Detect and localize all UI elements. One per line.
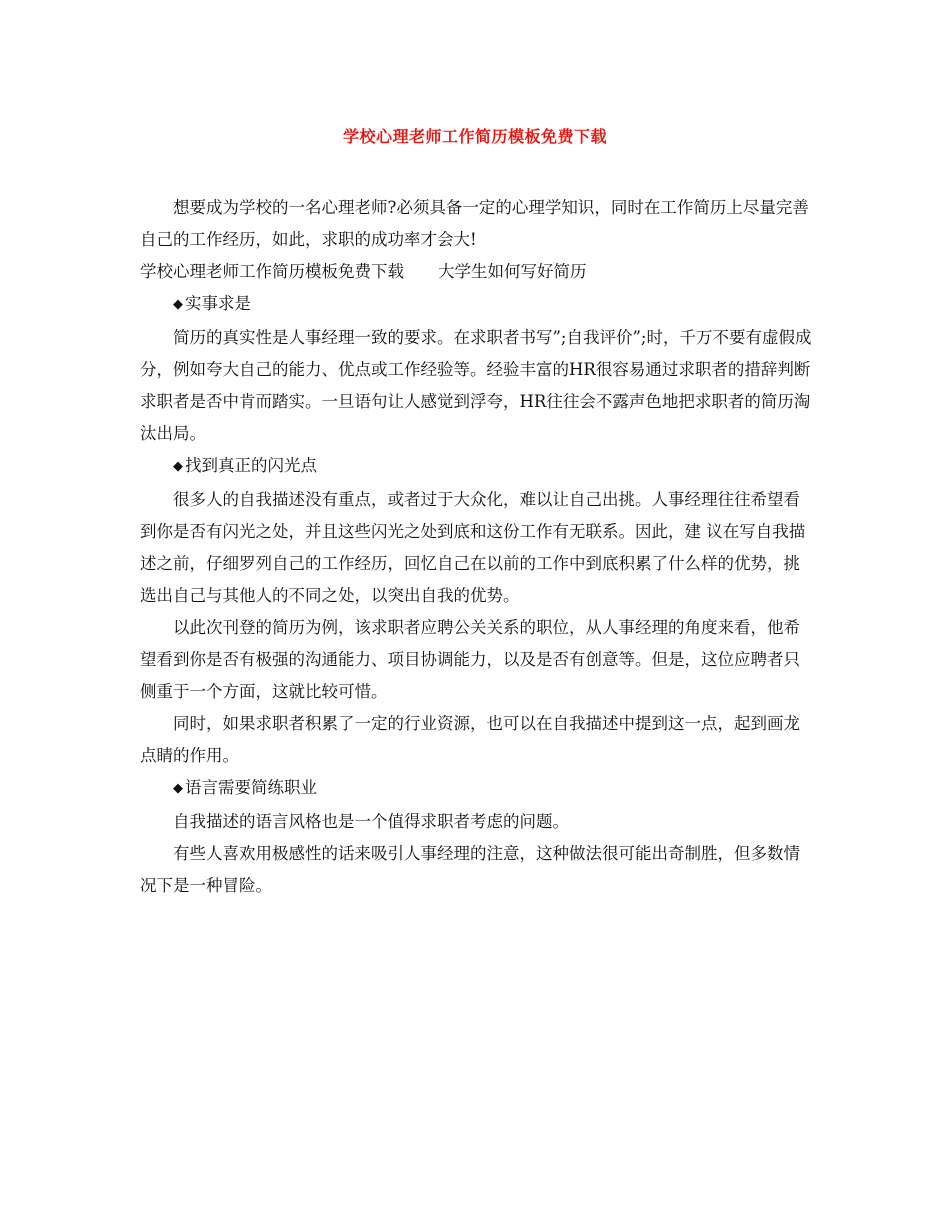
section-heading-highlights <box>140 450 816 484</box>
section-heading-label: 找到真正的闪光点 <box>185 456 317 475</box>
diamond-bullet-icon: ◆ <box>173 781 183 796</box>
document-body <box>140 192 816 902</box>
section-paragraph: 以此次刊登的简历为例，该求职者应聘公关关系的职位，从人事经理的角度来看，他希望看到你是否有极强的沟通能力、项目协调能力，以及是否有创意等。但是，这位应聘者只侧重于一个方面，这就比较可惜。 <box>140 618 800 701</box>
section-paragraph: 有些人喜欢用极感性的话来吸引人事经理的注意，这种做法很可能出奇制胜，但多数情况下是一种冒险。 <box>140 844 800 895</box>
intro-paragraph: 想要成为学校的一名心理老师?必须具备一定的心理学知识，同时在工作简历上尽量完善自己的工作经历，如此，求职的成功率才会大! <box>140 198 809 249</box>
section-heading-label: 实事求是 <box>185 294 251 313</box>
section-heading-language <box>140 772 816 806</box>
section-paragraph: 简历的真实性是人事经理一致的要求。在求职者书写”;自我评价”;时，千万不要有虚假成分，例如夸大自己的能力、优点或工作经验等。经验丰富的HR很容易通过求职者的措辞判断求职者是否中肯而踏实。一旦语句让人感觉到浮夸，HR往往会不露声色地把求职者的简历淘汰出局。 <box>140 328 812 443</box>
related-link-template[interactable]: 学校心理老师工作简历模板免费下载 <box>140 262 404 281</box>
section-heading-truthful <box>140 288 816 322</box>
section-paragraph: 很多人的自我描述没有重点，或者过于大众化，难以让自己出挑。人事经理往往希望看到你是否有闪光之处，并且这些闪光之处到底和这份工作有无联系。因此，建 议在写自我描述之前，仔细罗列自己的工作经历，回忆自己在以前的工作中到底积累了什么样的优势，挑选出自己与其他人的不同之处，以突出自我的优势。 <box>140 490 806 605</box>
section-paragraph: 同时，如果求职者积累了一定的行业资源，也可以在自我描述中提到这一点，起到画龙点睛的作用。 <box>140 714 800 765</box>
document-title: 学校心理老师工作简历模板免费下载 <box>342 127 607 146</box>
related-link-resume-tips[interactable]: 大学生如何写好简历 <box>438 262 587 281</box>
diamond-bullet-icon: ◆ <box>173 297 183 312</box>
diamond-bullet-icon: ◆ <box>173 459 183 474</box>
section-paragraph: 自我描述的语言风格也是一个值得求职者考虑的问题。 <box>173 812 569 831</box>
related-links-row <box>140 256 816 288</box>
section-heading-label: 语言需要简练职业 <box>185 778 317 797</box>
